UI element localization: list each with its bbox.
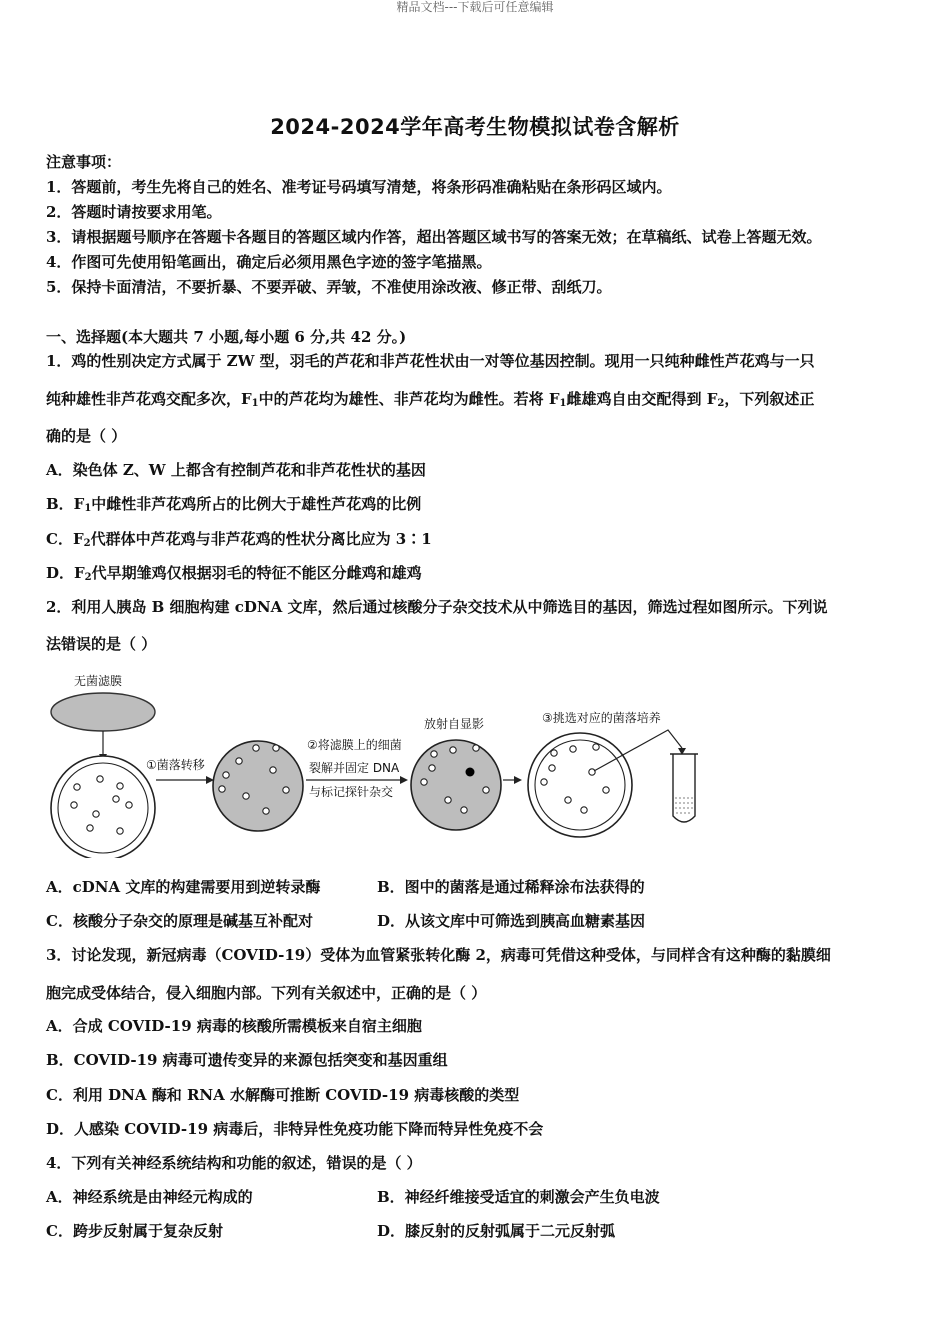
- question-2-stem-line2: 法错误的是（ ）: [46, 635, 157, 653]
- watermark: 精品文档---下载后可任意编辑: [396, 0, 554, 14]
- section-heading: 一、选择题(本大题共 7 小题,每小题 6 分,共 42 分。): [46, 328, 407, 346]
- question-1-stem-line2: 纯种雄性非芦花鸡交配多次，$F_1$中的芦花均为雄性、非芦花均为雌性。若将 $F_1$雌雄鸡自由交配得到 $F_2$，下列叙述正: [46, 390, 815, 409]
- question-2-option-b[interactable]: B．图中的菌落是通过稀释涂布法获得的: [377, 878, 645, 896]
- question-1-option-c[interactable]: C．$F_2$代群体中芦花鸡与非芦花鸡的性状分离比应为 3∶1: [46, 530, 432, 549]
- question-4-option-d[interactable]: D．膝反射的反射弧属于二元反射弧: [377, 1222, 616, 1240]
- petri-dish-2: [213, 741, 303, 831]
- question-4-option-a[interactable]: A．神经系统是由神经元构成的: [46, 1188, 253, 1206]
- question-2-stem: 2．利用人胰岛 B 细胞构建 cDNA 文库，然后通过核酸分子杂交技术从中筛选目的基因，筛选过程如图所示。下列说: [46, 598, 828, 616]
- question-1-option-a[interactable]: A．染色体 Z、W 上都含有控制芦花和非芦花性状的基因: [46, 461, 426, 479]
- petri-dish-4: [528, 733, 632, 837]
- screening-diagram: [46, 668, 716, 858]
- test-tube: [670, 754, 698, 822]
- label-step2-line1: ②将滤膜上的细菌: [307, 738, 402, 752]
- question-1-option-b[interactable]: B．$F_1$中雌性非芦花鸡所占的比例大于雄性芦花鸡的比例: [46, 495, 422, 514]
- label-step3: ③挑选对应的菌落培养: [542, 711, 661, 725]
- label-step2-line2: 裂解并固定 DNA: [309, 761, 400, 775]
- question-3-stem: 3．讨论发现，新冠病毒（COVID-19）受体为血管紧张转化酶 2，病毒可凭借这种受体，与同样含有这种酶的黏膜细: [46, 946, 831, 964]
- arrow-right-icon: [514, 776, 522, 784]
- question-1-stem-line3: 确的是（ ）: [46, 427, 127, 445]
- question-3-stem-line2: 胞完成受体结合，侵入细胞内部。下列有关叙述中，正确的是（ ）: [46, 984, 487, 1002]
- notice-item: 2．答题时请按要求用笔。: [46, 203, 222, 221]
- notice-item: 3．请根据题号顺序在答题卡各题目的答题区域内作答，超出答题区域书写的答案无效；在草稿纸、试卷上答题无效。: [46, 228, 822, 246]
- question-4-option-c[interactable]: C．跨步反射属于复杂反射: [46, 1222, 223, 1240]
- question-3-option-b[interactable]: B．COVID-19 病毒可遗传变异的来源包括突变和基因重组: [46, 1051, 448, 1069]
- label-step1: ①菌落转移: [146, 758, 205, 772]
- page-title: 2024-2024学年高考生物模拟试卷含解析: [270, 115, 680, 139]
- positive-signal-dot: [466, 768, 475, 777]
- question-2-option-c[interactable]: C．核酸分子杂交的原理是碱基互补配对: [46, 912, 313, 930]
- notice-item: 5．保持卡面清洁，不要折暴、不要弄破、弄皱，不准使用涂改液、修正带、刮纸刀。: [46, 278, 612, 296]
- petri-dish-1: [51, 756, 155, 858]
- question-3-option-c[interactable]: C．利用 DNA 酶和 RNA 水解酶可推断 COVID-19 病毒核酸的类型: [46, 1086, 520, 1104]
- question-2-option-a[interactable]: A．cDNA 文库的构建需要用到逆转录酶: [46, 878, 321, 896]
- question-3-option-d[interactable]: D．人感染 COVID-19 病毒后，非特异性免疫功能下降而特异性免疫不会: [46, 1120, 544, 1138]
- question-1-option-d[interactable]: D．$F_2$代早期雏鸡仅根据羽毛的特征不能区分雌鸡和雄鸡: [46, 564, 422, 583]
- notice-item: 4．作图可先使用铅笔画出，确定后必须用黑色字迹的签字笔描黑。: [46, 253, 492, 271]
- label-step2-line3: 与标记探针杂交: [309, 785, 394, 799]
- label-membrane: 无菌滤膜: [74, 674, 123, 688]
- notice-item: 1．答题前，考生先将自己的姓名、准考证号码填写清楚，将条形码准确粘贴在条形码区域内。: [46, 178, 672, 196]
- question-1-stem: 1．鸡的性别决定方式属于 ZW 型，羽毛的芦花和非芦花性状由一对等位基因控制。现用一只纯种雌性芦花鸡与一只: [46, 352, 815, 370]
- question-2-option-d[interactable]: D．从该文库中可筛选到胰高血糖素基因: [377, 912, 646, 930]
- filter-membrane: [51, 693, 155, 731]
- notice-heading: 注意事项：: [46, 153, 122, 171]
- label-autorad: 放射自显影: [424, 717, 485, 731]
- question-4-stem: 4．下列有关神经系统结构和功能的叙述，错误的是（ ）: [46, 1154, 422, 1172]
- arrow-right-icon: [400, 776, 408, 784]
- question-4-option-b[interactable]: B．神经纤维接受适宜的刺激会产生负电波: [377, 1188, 660, 1206]
- petri-dish-3: [411, 740, 501, 830]
- question-3-option-a[interactable]: A．合成 COVID-19 病毒的核酸所需模板来自宿主细胞: [46, 1017, 422, 1035]
